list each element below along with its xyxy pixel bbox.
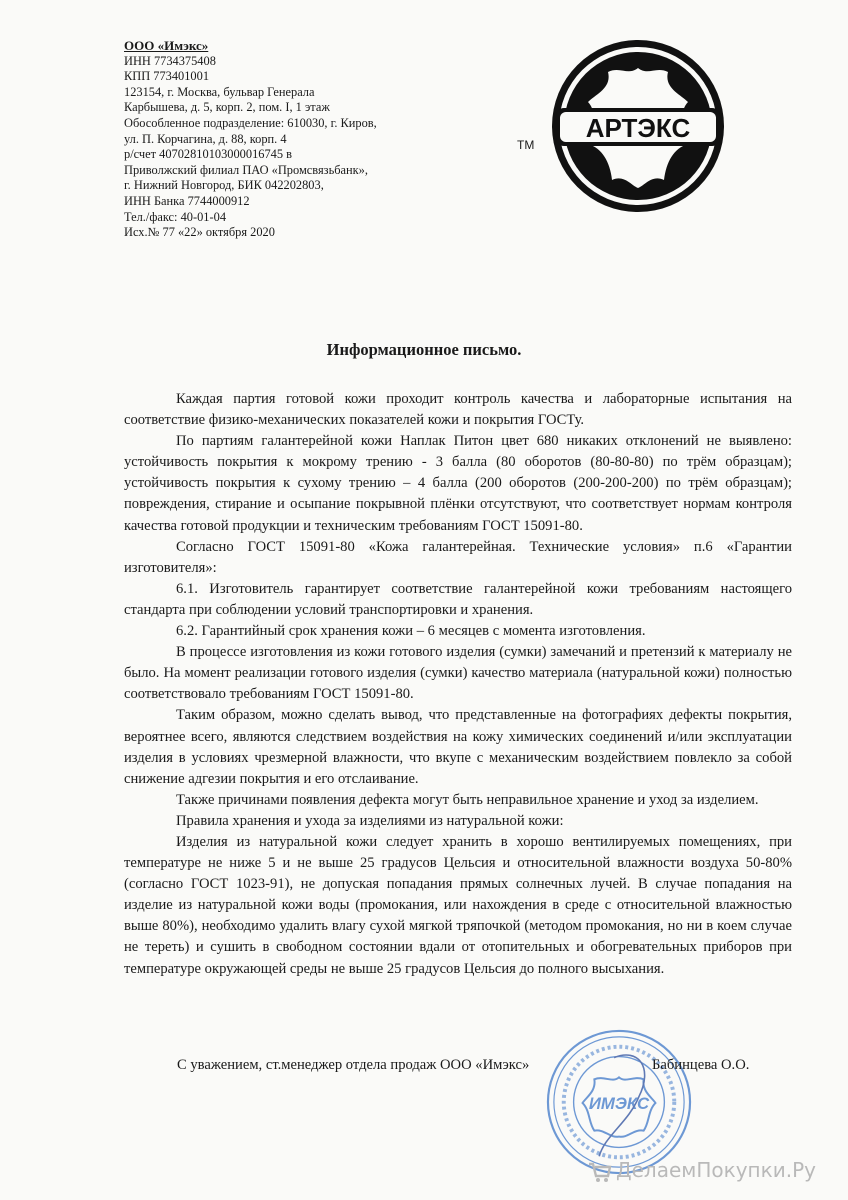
cart-icon xyxy=(588,1161,612,1183)
detail-line: Приволжский филиал ПАО «Промсвязьбанк», xyxy=(124,162,368,177)
paragraph: В процессе изготовления из кожи готового изделия (сумки) замечаний и претензий к материалу не было. На момент реализации готового изделия (сумки) качество материала (натуральной кожи) полностью соответствовало требованиям ГОСТ 15091-80. xyxy=(124,644,792,703)
paragraph: Таким образом, можно сделать вывод, что представленные на фотографиях дефекты покрытия, вероятнее всего, являются следствием воздействия на кожу химических соединений и/или эксплуатации изделия в условиях чрезмерной влажности, что вкупе с механическим воздействием повлекло за собой снижение адгезии покрытия и его отслаивание. xyxy=(124,707,792,787)
paragraph: 6.1. Изготовитель гарантирует соответствие галантерейной кожи требованиям настоящего стандарта при соблюдении условий транспортировки и хранения. xyxy=(124,580,792,618)
detail-line: 123154, г. Москва, бульвар Генерала xyxy=(124,84,315,99)
signatory-name: Бабинцева О.О. xyxy=(652,1057,750,1073)
watermark xyxy=(588,1158,816,1183)
paragraph: Согласно ГОСТ 15091-80 «Кожа галантерейная. Технические условия» п.6 «Гарантии изготовителя»: xyxy=(124,538,792,576)
detail-line: КПП 773401001 xyxy=(124,69,210,84)
stamp-text: ИМЭКС xyxy=(588,1093,650,1113)
artex-logo xyxy=(548,36,728,216)
company-stamp xyxy=(545,1028,693,1176)
company-details xyxy=(124,38,424,241)
letter-body xyxy=(124,389,792,980)
paragraph: Изделия из натуральной кожи следует хранить в хорошо вентилируемых помещениях, при температуре не ниже 5 и не выше 25 градусов Цельсия и относительной влажности воздуха 50-80% (согласно ГОСТ 1023-91), не допуская попадания прямых солнечных лучей. В случае попадания на изделие из натуральной кожи воды (промокания, или нахождения в среде с относительной влажностью выше 80%), необходимо удалить влагу сухой мягкой тряпочкой (методом промокания, но ни в коем случае не тереть) и сушить в свободном состоянии вдали от отопительных и обогревательных приборов при температуре окружающей среды не выше 25 градусов Цельсия до полного высыхания. xyxy=(124,833,792,977)
detail-line: Карбышева, д. 5, корп. 2, пом. I, 1 этаж xyxy=(124,100,330,115)
detail-line: Обособленное подразделение: 610030, г. Киров, xyxy=(124,115,377,130)
paragraph: Правила хранения и ухода за изделиями из натуральной кожи: xyxy=(176,812,564,829)
signature-line: С уважением, ст.менеджер отдела продаж ООО «Имэкс» xyxy=(177,1057,530,1073)
logo-text: АРТЭКС xyxy=(585,113,691,143)
document-title: Информационное письмо. xyxy=(326,340,522,359)
detail-line: р/счет 40702810103000016745 в xyxy=(124,147,292,162)
paragraph: 6.2. Гарантийный срок хранения кожи – 6 месяцев с момента изготовления. xyxy=(176,623,646,640)
outgoing-number: Исх.№ 77 «22» октября 2020 xyxy=(124,225,275,240)
detail-line: Тел./факс: 40-01-04 xyxy=(124,209,227,224)
trademark-symbol: TM xyxy=(517,138,535,152)
paragraph: Также причинами появления дефекта могут быть неправильное хранение и уход за изделием. xyxy=(176,791,759,808)
paragraph: По партиям галантерейной кожи Наплак Питон цвет 680 никаких отклонений не выявлено: устойчивость покрытия к мокрому трению - 3 балла (80 оборотов (80-80-80) по трём образцам); устойчивость покрытия к сухому трению – 4 балла (200 оборотов (200-200-200) по трём образцам); повреждения, стирание и осыпание покрывной плёнки отсутствуют, что соответствует нормам контроля качества готовой продукции и техническим требованиям ГОСТ 15091-80. xyxy=(124,433,792,534)
detail-line: г. Нижний Новгород, БИК 042202803, xyxy=(124,178,324,193)
detail-line: ИНН 7734375408 xyxy=(124,53,216,68)
detail-line: ул. П. Корчагина, д. 88, корп. 4 xyxy=(124,131,287,146)
company-name: ООО «Имэкс» xyxy=(124,38,209,53)
detail-line: ИНН Банка 7744000912 xyxy=(124,193,250,208)
paragraph: Каждая партия готовой кожи проходит контроль качества и лабораторные испытания на соответствие физико-механических показателей кожи и покрытия ГОСТу. xyxy=(124,391,792,429)
watermark-text: ДелаемПокупки.Ру xyxy=(616,1158,816,1182)
